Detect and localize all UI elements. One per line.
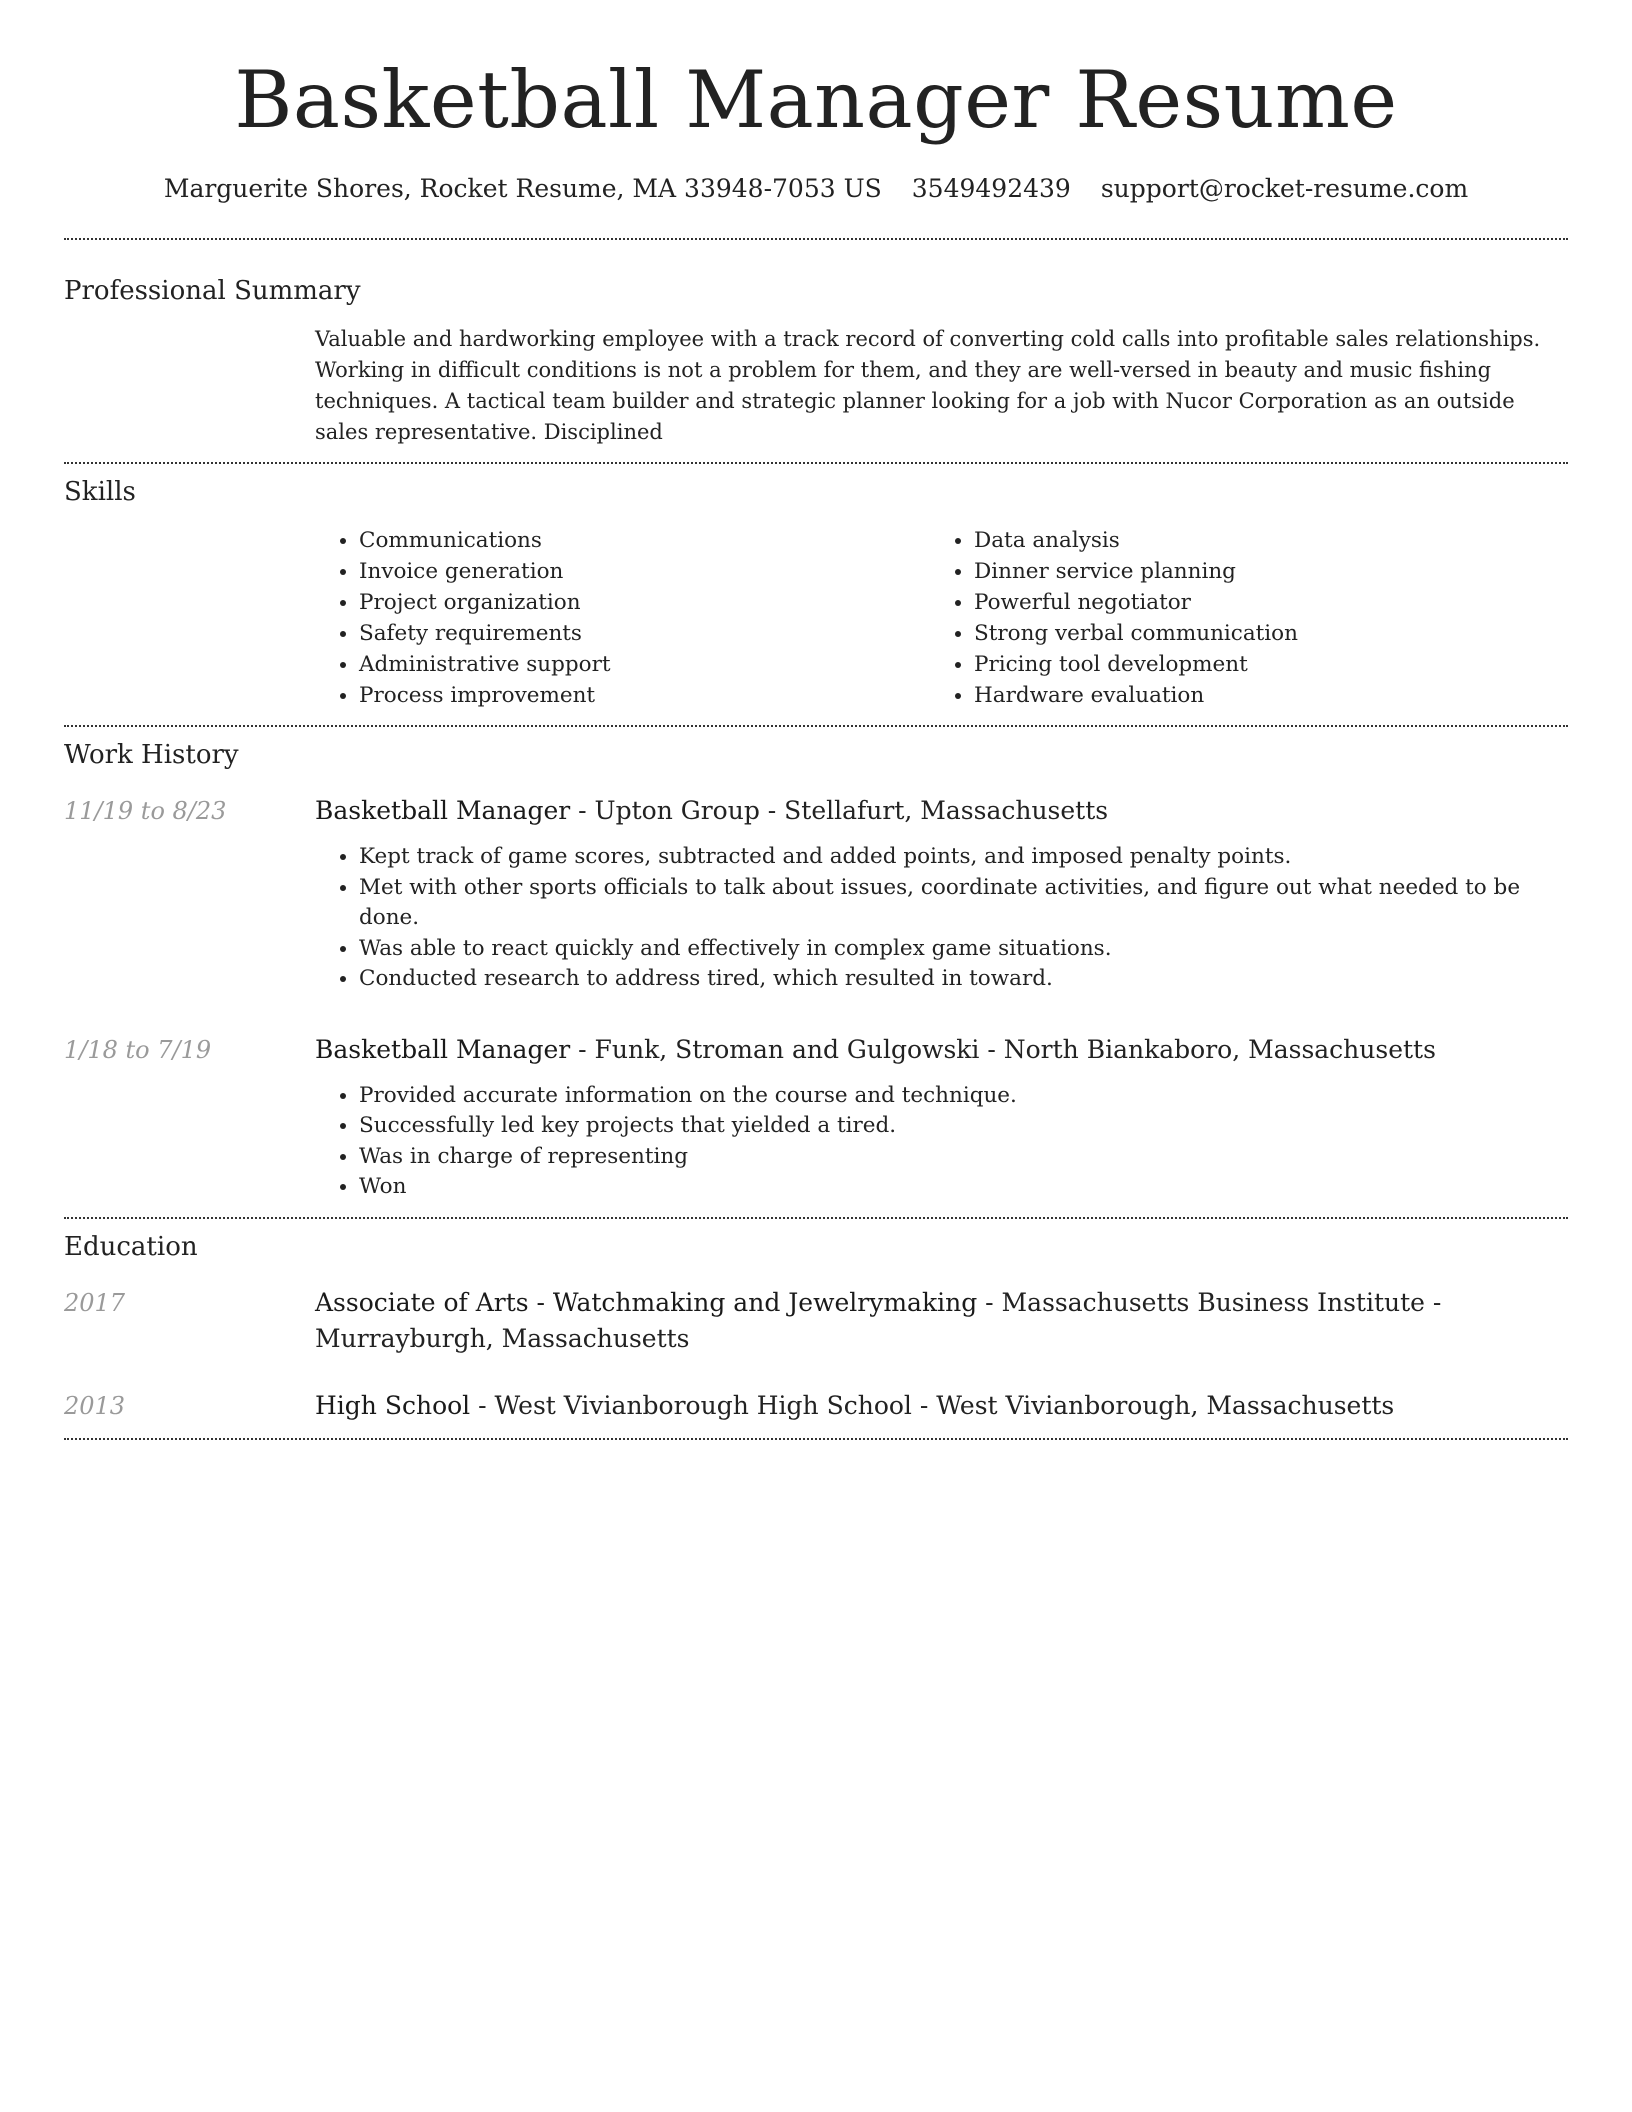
skill-item: • Invoice generation [359,556,930,587]
job-bullet: • Met with other sports officials to talk about issues, coordinate activities, and figure out what needed to be done. [359,873,1568,934]
job-bullets [315,842,1568,995]
job-dates: 11/19 to 8/23 [64,797,227,825]
skill-item: • Hardware evaluation [974,680,1545,711]
summary-text: Valuable and hardworking employee with a track record of converting cold calls into profitable sales relationships. Working in difficult conditions is not a problem for them, and they are well-versed in beauty and music fishing techniques. A tactical team builder and strategic planner looking for a job with Nucor Corporation as an outside sales representative. Disciplined [315,327,1541,444]
skill-item: • Pricing tool development [974,649,1545,680]
skills-list-right [930,525,1545,711]
resume-title: Basketball Manager Resume [234,54,1398,146]
education-entry [64,1388,1568,1424]
contact-email: support@rocket-resume.com [1100,174,1469,203]
summary-heading: Professional Summary [64,276,361,306]
education-school: - Massachusetts Business Institute - Murrayburgh, Massachusetts [315,1287,1442,1353]
job-title: Basketball Manager [315,796,571,825]
skill-item: • Communications [359,525,930,556]
job-heading [315,793,1568,829]
education-heading-line [315,1285,1568,1357]
work-section [64,727,1568,1217]
skills-list-left [315,525,930,711]
job-bullet: • Kept track of game scores, subtracted and added points, and imposed penalty points. [359,842,1568,873]
contact-line [64,170,1568,208]
skills-section [64,464,1568,725]
skill-item: • Process improvement [359,680,930,711]
job-employer: - Funk, Stroman and Gulgowski - North Biankaboro, Massachusetts [570,1034,1436,1064]
skill-item: • Project organization [359,587,930,618]
job-bullet: • Was in charge of representing [359,1142,1568,1173]
job-employer: - Upton Group - Stellafurt, Massachusetts [570,796,1109,825]
job-bullet: • Won [359,1172,1568,1203]
education-school: - West Vivianborough High School - West Vivianborough, Massachusetts [470,1390,1395,1420]
education-year: 2017 [64,1288,126,1317]
education-degree: High School [315,1390,471,1420]
job-bullet: • Conducted research to address tired, which resulted in toward. [359,964,1568,995]
job-bullet: • Provided accurate information on the course and technique. [359,1081,1568,1112]
summary-section [64,240,1568,462]
skill-item: • Powerful negotiator [974,587,1545,618]
job-entry [64,1032,1568,1203]
education-entry [64,1285,1568,1357]
contact-phone: 3549492439 [911,174,1071,203]
job-bullet: • Was able to react quickly and effectively in complex game situations. [359,934,1568,965]
contact-address: Marguerite Shores, Rocket Resume, MA 33948-7053 US [163,174,882,203]
education-degree: Associate of Arts - Watchmaking and Jewelrymaking [315,1287,978,1317]
skill-item: • Safety requirements [359,618,930,649]
job-bullets [315,1081,1568,1203]
job-bullet: • Successfully led key projects that yielded a tired. [359,1111,1568,1142]
skill-item: • Data analysis [974,525,1545,556]
work-heading: Work History [64,740,239,770]
job-entry [64,793,1568,995]
education-section [64,1219,1568,1438]
skills-heading: Skills [64,477,136,507]
education-heading-line [315,1388,1568,1424]
education-year: 2013 [64,1391,126,1420]
job-heading [315,1032,1568,1068]
divider [64,1438,1568,1440]
skill-item: • Dinner service planning [974,556,1545,587]
skill-item: • Administrative support [359,649,930,680]
job-title: Basketball Manager [315,1034,571,1064]
skill-item: • Strong verbal communication [974,618,1545,649]
education-heading: Education [64,1231,198,1262]
job-dates: 1/18 to 7/19 [64,1035,212,1064]
